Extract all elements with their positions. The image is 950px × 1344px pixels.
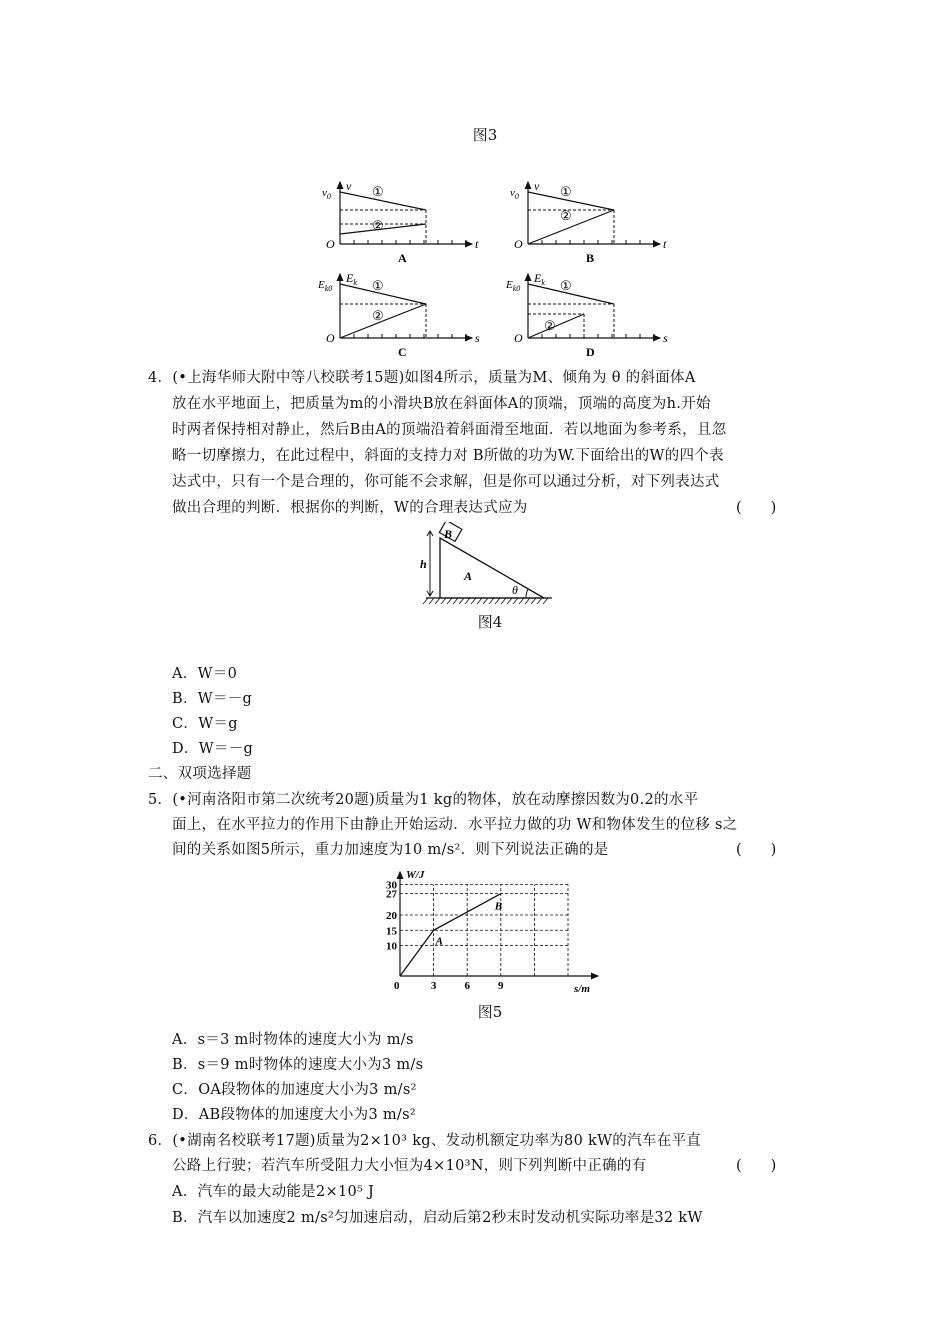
graph-b-mark2: ② [560,208,572,223]
q4-line-3: 时两者保持相对静止，然后B由A的顶端沿着斜面滑至地面．若以地面为参考系，且忽 [172,422,727,438]
fig5-xtick-6: 6 [464,980,470,992]
fig4-slope-label: A [464,569,473,583]
fig4-incline [420,522,560,608]
svg-text:Ek [533,271,545,287]
fig5-xtick-9: 9 [498,980,504,992]
q5-answer-blank: ( ) [736,842,777,858]
q6-line-2: 公路上行驶；若汽车所受阻力大小恒为4×10³N，则下列判断中正确的有 [172,1158,647,1174]
graph-d-y0-sub: k0 [512,284,521,293]
graph-b-y0-sub: 0 [514,192,519,201]
q4-option-b: B．W＝－g [172,691,253,707]
graph-a-y-axis: v [346,179,352,193]
fig5-ytick-15: 15 [386,925,397,938]
q5-option-b: B．s＝9 m时物体的速度大小为3 m/s [172,1057,424,1073]
q4-option-a: A．W＝0 [172,666,238,682]
fig4-angle-label: θ [512,583,518,597]
fig4-height-label: h [420,557,427,571]
fig4-block-label: B [444,527,453,541]
graph-d-y-axis: E [534,271,542,285]
graph-c-mark2: ② [372,308,384,323]
fig5-chart [370,868,610,994]
graph-c-mark1: ① [372,278,384,293]
q4-line-5: 达式中，只有一个是合理的，你可能不会求解，但是你可以通过分析，对下列表达式 [172,474,720,490]
graph-c-y-axis: E [346,271,354,285]
q4-line-1: 4．(•上海华师大附中等八校联考15题)如图4所示，质量为M、倾角为 θ 的斜面体A [148,370,696,386]
graph-c-label: C [398,345,407,358]
graph-d-mark2: ② [544,318,556,333]
fig5-ytick-30: 30 [386,879,397,892]
fig5-point-A: A [435,935,443,948]
graph-a-mark1: ① [372,184,384,199]
graph-b-mark1: ① [560,184,572,199]
q5-line-1: 5．(•河南洛阳市第二次统考20题)质量为1 kg的物体，放在动摩擦因数为0.2的水平 [148,792,699,808]
graph-b [510,179,667,265]
graph-a-origin: O [326,237,335,251]
fig5-x-label: s/m [574,983,590,994]
graph-a-y0: v [322,187,327,199]
fig5-data-line [400,894,501,976]
q6-answer-blank: ( ) [736,1158,777,1174]
graph-b-origin: O [514,237,523,251]
fig5-ytick-27: 27 [386,888,397,901]
graph-c-y-axis-sub: k [353,278,357,287]
graph-d-label: D [586,345,595,358]
svg-text:v0 [322,187,331,201]
fig3-caption: 图3 [472,126,498,144]
graph-a [322,179,479,265]
fig4-caption: 图4 [477,613,503,631]
svg-text:Ek0 [505,279,520,293]
graph-b-y0: v [510,187,515,199]
graph-b-y-axis: v [534,179,540,193]
fig5-ytick-10: 10 [386,940,397,953]
q5-option-d: D．AB段物体的加速度大小为3 m/s² [172,1107,416,1123]
q5-line-3: 间的关系如图5所示，重力加速度为10 m/s²．则下列说法正确的是 [172,842,609,858]
q5-option-a: A．s＝3 m时物体的速度大小为 m/s [172,1032,414,1048]
graph-d-origin: O [514,331,523,345]
graph-c-y0-sub: k0 [324,284,333,293]
svg-text:v0 [510,187,519,201]
graph-b-label: B [586,251,595,265]
svg-text:Ek [345,271,357,287]
graph-d-mark1: ① [560,278,572,293]
fig5-xtick-3: 3 [430,980,437,992]
graph-a-y0-sub: 0 [326,192,331,201]
svg-text:Ek0 [317,279,332,293]
option-graphs [310,178,670,358]
q4-line-2: 放在水平地面上，把质量为m的小滑块B放在斜面体A的顶端，顶端的高度为h.开始 [172,396,711,412]
fig5-ytick-20: 20 [386,910,397,922]
q6-option-b: B．汽车以加速度2 m/s²匀加速启动，启动后第2秒末时发动机实际功率是32 kW [172,1210,703,1226]
graph-a-mark2: ② [372,218,384,233]
graph-c-y0: E [318,279,325,291]
fig5-origin-label: 0 [394,980,400,992]
section-2-heading: 二、双项选择题 [148,766,252,782]
graph-d-y0: E [506,279,513,291]
graph-c-t-axis: s [475,331,480,345]
q4-option-c: C．W＝g [172,716,238,732]
fig5-y-label: W/J [406,869,425,881]
fig5-point-B: B [494,900,503,913]
q4-line-6: 做出合理的判断．根据你的判断，W的合理表达式应为 [172,500,528,516]
graph-a-t-axis: t [475,237,479,251]
graph-b-t-axis: t [663,237,667,251]
graph-d-t-axis: s [663,331,668,345]
graph-d [505,271,668,358]
graph-c [317,271,480,358]
q5-option-c: C．OA段物体的加速度大小为3 m/s² [172,1082,417,1098]
q6-line-1: 6．(•湖南名校联考17题)质量为2×10³ kg、发动机额定功率为80 kW的汽车在平直 [148,1133,702,1149]
q6-option-a: A．汽车的最大动能是2×10⁵ J [172,1184,375,1200]
fig5-caption: 图5 [477,1003,503,1021]
graph-d-y-axis-sub: k [541,278,545,287]
q5-line-2: 面上，在水平拉力的作用下由静止开始运动．水平拉力做的功 W和物体发生的位移 s之 [172,817,738,833]
q4-line-4: 略一切摩擦力，在此过程中，斜面的支持力对 B所做的功为W.下面给出的W的四个表 [172,448,724,464]
graph-a-label: A [398,251,407,265]
q4-option-d: D．W＝－g [172,741,254,757]
graph-c-origin: O [326,331,335,345]
q4-answer-blank: ( ) [736,500,777,516]
